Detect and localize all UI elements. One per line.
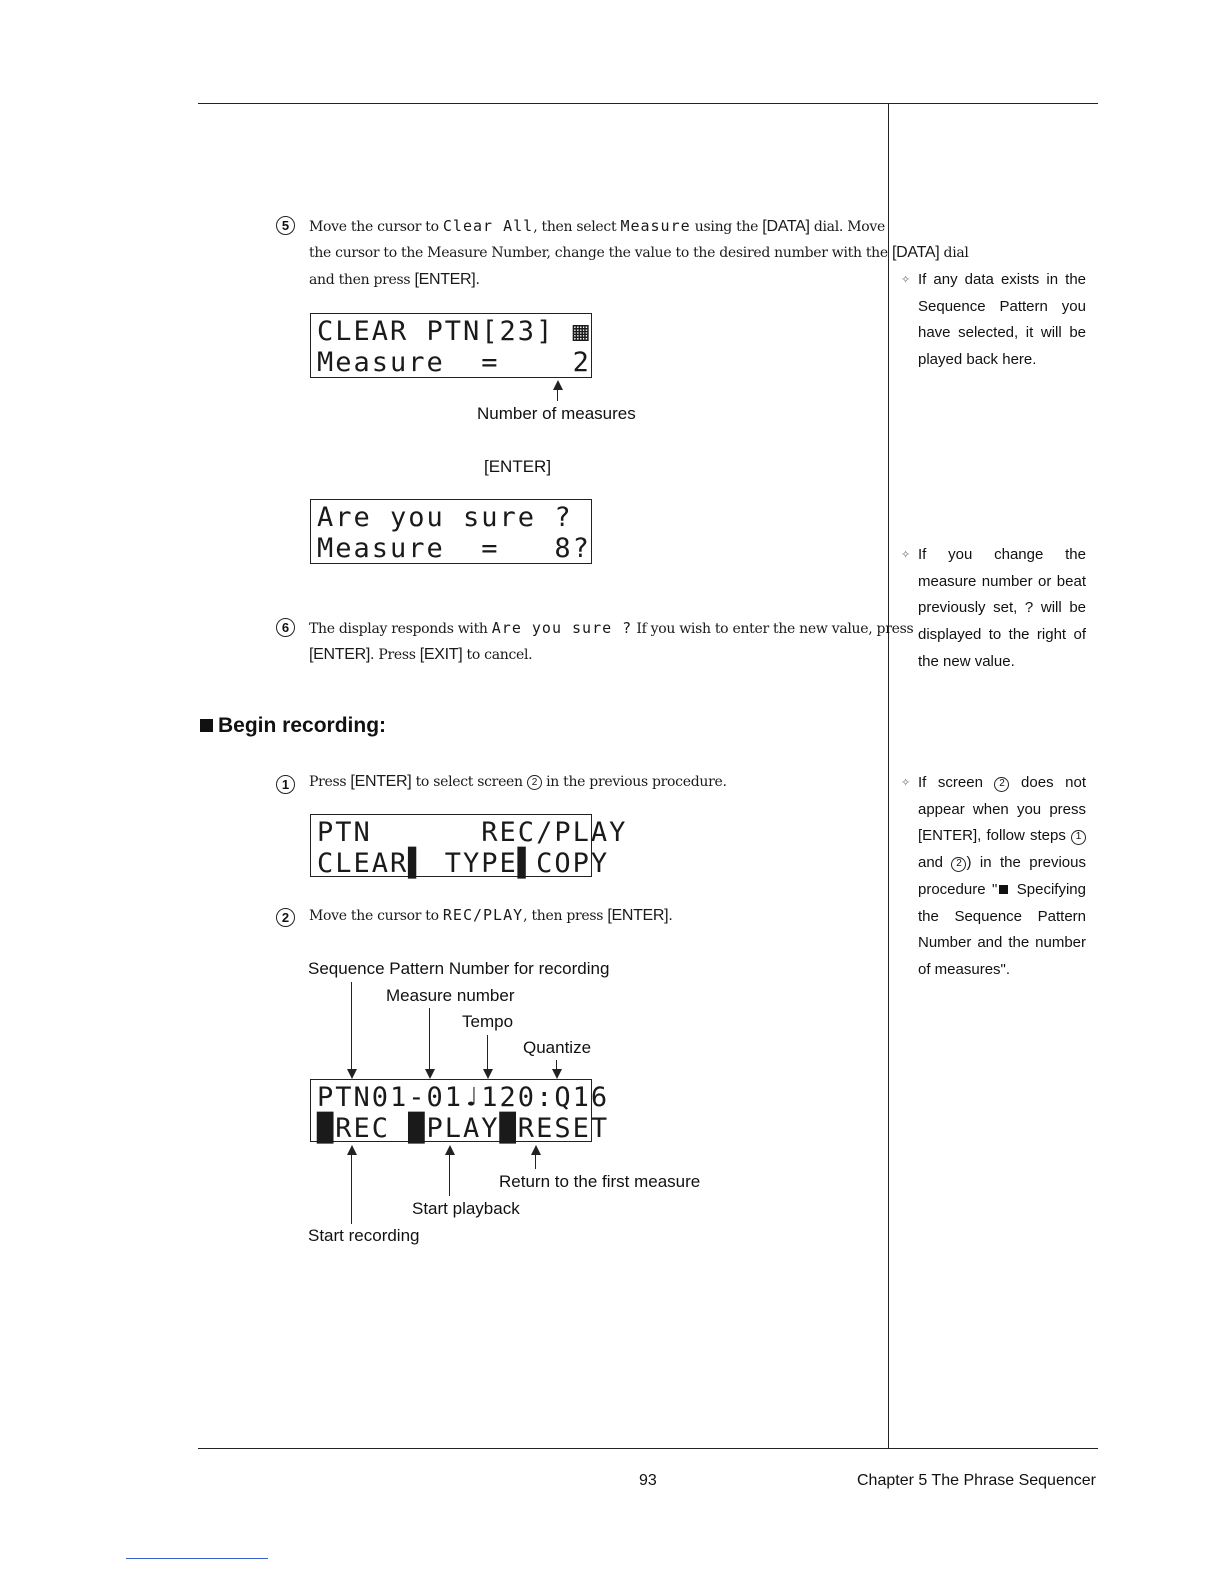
lcd-pattern-menu bbox=[310, 814, 628, 879]
return-pointer-line bbox=[535, 1154, 536, 1169]
pointer-line bbox=[557, 389, 558, 401]
pattern-pointer-line bbox=[351, 982, 352, 1069]
arrow-down-icon bbox=[483, 1069, 493, 1079]
lcd-line-2: Measure = 8? bbox=[317, 533, 591, 564]
step-5-line-3: and then press [ENTER]. bbox=[309, 271, 480, 288]
step-6-number: 6 bbox=[276, 618, 295, 637]
arrow-down-icon bbox=[425, 1069, 435, 1079]
page-number: 93 bbox=[639, 1472, 657, 1489]
step-1-number: 1 bbox=[276, 775, 295, 794]
arrow-down-icon bbox=[552, 1069, 562, 1079]
note-marker-icon: ✧ bbox=[901, 777, 911, 789]
footer-link-line bbox=[126, 1558, 268, 1559]
lcd-line-1: CLEAR PTN[23] ▦ bbox=[317, 316, 591, 347]
lcd-clear-pattern bbox=[310, 313, 592, 378]
side-note-2: ✧ If you change the measure number or beat previously set, ? will be displayed to the right of the new value. bbox=[918, 542, 1086, 676]
step-6-line-2: [ENTER]. Press [EXIT] to cancel. bbox=[309, 646, 533, 663]
side-note-3: ✧ If screen 2 does not appear when you press [ENTER], follow steps 1 and 2 ) in the previous procedure " Specifying the Sequence Pattern Number and the number of measures". bbox=[918, 770, 1086, 984]
start-playback-label: Start playback bbox=[412, 1199, 520, 1218]
return-first-measure-label: Return to the first measure bbox=[499, 1172, 701, 1191]
step-1-line: Press [ENTER] to select screen 2 in the previous procedure. bbox=[309, 773, 727, 790]
column-divider bbox=[888, 103, 889, 1448]
step-2-number: 2 bbox=[276, 908, 295, 927]
note-marker-icon: ✧ bbox=[901, 274, 911, 286]
step-6-line-1: The display responds with Are you sure ? If you wish to enter the new value, press bbox=[309, 619, 914, 637]
start-recording-label: Start recording bbox=[308, 1226, 420, 1245]
arrow-up-icon bbox=[445, 1145, 455, 1155]
lcd-confirm bbox=[310, 499, 592, 564]
pattern-number-label: Sequence Pattern Number for recording bbox=[308, 959, 610, 978]
enter-key-label: [ENTER] bbox=[484, 457, 552, 476]
square-bullet-icon bbox=[200, 719, 213, 732]
note-marker-icon: ✧ bbox=[901, 549, 911, 561]
arrow-up-icon bbox=[531, 1145, 541, 1155]
lcd-line-2: █REC █PLAY█RESET bbox=[317, 1113, 610, 1144]
lcd-line-1: PTN REC/PLAY bbox=[317, 817, 628, 848]
recording-pointer-line bbox=[351, 1154, 352, 1224]
side-note-1: ✧ If any data exists in the Sequence Pattern you have selected, it will be played back here. bbox=[918, 267, 1086, 374]
lcd-line-1: Are you sure ? bbox=[317, 502, 573, 533]
quantize-pointer-line bbox=[556, 1060, 557, 1069]
lcd-line-1: PTN01-01♩120:Q16 bbox=[317, 1082, 610, 1113]
number-of-measures-label: Number of measures bbox=[477, 404, 636, 423]
measure-pointer-line bbox=[429, 1008, 430, 1069]
top-rule bbox=[198, 103, 1098, 104]
arrow-up-icon bbox=[347, 1145, 357, 1155]
step-2-line: Move the cursor to REC/PLAY, then press [ENTER]. bbox=[309, 906, 673, 924]
step-5-line-1: Move the cursor to Clear All, then select Measure using the [DATA] dial. Move bbox=[309, 217, 885, 235]
lcd-rec-play bbox=[310, 1079, 610, 1144]
step-5-line-2: the cursor to the Measure Number, change the value to the desired number with the [DATA] dial bbox=[309, 244, 969, 261]
tempo-label: Tempo bbox=[462, 1012, 514, 1031]
measure-number-label: Measure number bbox=[386, 986, 515, 1005]
tempo-pointer-line bbox=[487, 1035, 488, 1069]
step-5-number: 5 bbox=[276, 216, 295, 235]
lcd-line-2: CLEAR▌ TYPE▌COPY bbox=[317, 848, 610, 879]
arrow-down-icon bbox=[347, 1069, 357, 1079]
quantize-label: Quantize bbox=[523, 1038, 592, 1057]
chapter-title: Chapter 5 The Phrase Sequencer bbox=[857, 1472, 1096, 1489]
lcd-line-2: Measure = 2 bbox=[317, 347, 591, 378]
playback-pointer-line bbox=[449, 1154, 450, 1196]
square-bullet-icon bbox=[999, 885, 1008, 894]
section-heading: Begin recording: bbox=[200, 714, 386, 738]
bottom-rule bbox=[198, 1448, 1098, 1449]
arrow-up-icon bbox=[553, 380, 563, 390]
